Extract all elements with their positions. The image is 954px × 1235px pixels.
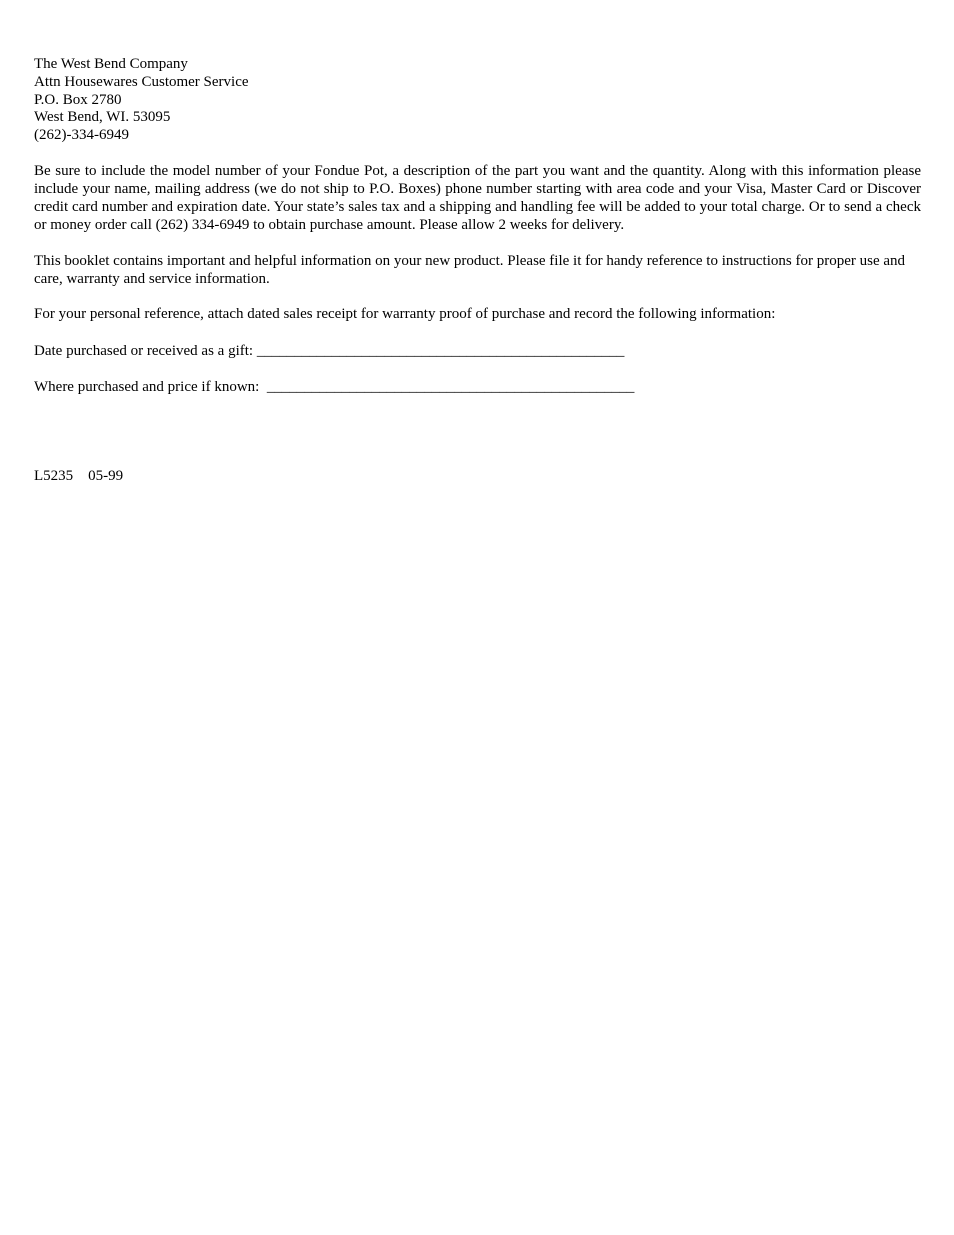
date-purchased-field xyxy=(34,342,921,360)
mailing-address xyxy=(34,56,921,145)
address-po-box: P.O. Box 2780 xyxy=(34,91,122,108)
order-instructions-paragraph: Be sure to include the model number of your Fondue Pot, a description of the part you want and the quantity. Along with this information please include your name, mailing address (we do not ship to P.O. Boxes) phone number starting with area code and your Visa, Master Card or Discover credit card number and expiration date. Your state’s sales tax and a shipping and handling fee will be added to your total charge. Or to send a check or money order call (262) 334-6949 to obtain purchase amount. Please allow 2 weeks for delivery. xyxy=(34,162,921,233)
address-attention: Attn Housewares Customer Service xyxy=(34,73,249,90)
date-purchased-label: Date purchased or received as a gift: xyxy=(34,343,254,360)
address-city-state-zip: West Bend, WI. 53095 xyxy=(34,109,171,126)
address-phone: (262)-334-6949 xyxy=(34,127,129,144)
document-page xyxy=(34,56,921,396)
booklet-info-paragraph: This booklet contains important and helpful information on your new product. Please file it for handy reference to instructions for proper use and care, warranty and service information. xyxy=(34,252,906,287)
personal-reference-paragraph: For your personal reference, attach dated sales receipt for warranty proof of purchase and record the following information: xyxy=(34,306,776,323)
where-purchased-label: Where purchased and price if known: xyxy=(34,379,260,396)
where-purchased-blank: _________________________________________________ xyxy=(266,379,635,396)
address-company: The West Bend Company xyxy=(34,56,188,72)
where-purchased-field xyxy=(34,378,921,396)
date-purchased-blank: _________________________________________________ xyxy=(256,343,625,360)
document-code: L5235 05-99 xyxy=(34,468,124,484)
